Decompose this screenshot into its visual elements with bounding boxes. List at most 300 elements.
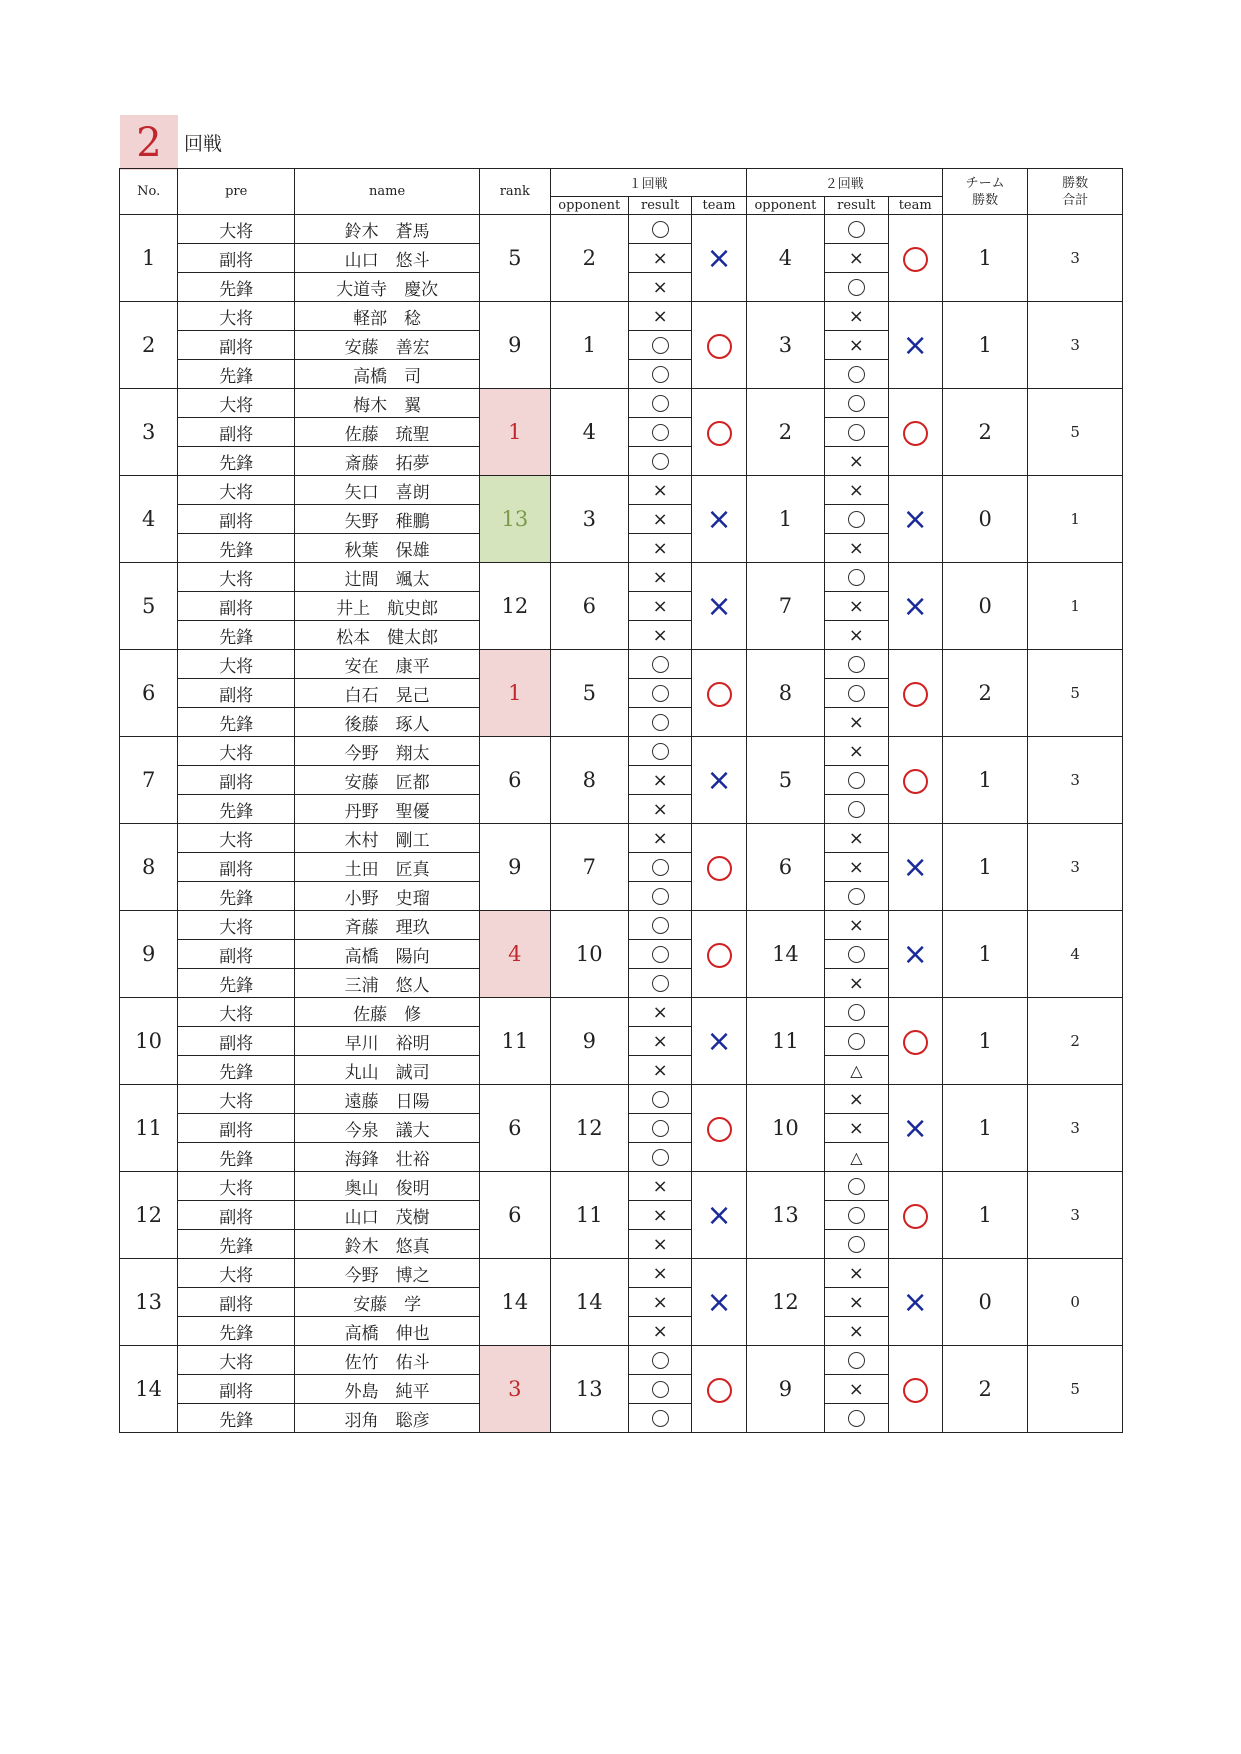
player-name: 梅木 翼 xyxy=(295,389,480,418)
round2-opponent: 10 xyxy=(746,1085,824,1172)
team-wins: 1 xyxy=(942,1172,1028,1259)
round1-result xyxy=(628,215,691,244)
player-name: 大道寺 慶次 xyxy=(295,273,480,302)
round1-team-result: × xyxy=(692,215,746,302)
round2-team-result: × xyxy=(888,563,942,650)
win-mark-icon xyxy=(652,1120,669,1137)
win-mark-icon xyxy=(848,772,865,789)
win-mark-icon xyxy=(848,1410,865,1427)
win-mark-icon xyxy=(652,1410,669,1427)
team-number: 4 xyxy=(120,476,178,563)
round2-result xyxy=(825,534,888,563)
round1-result xyxy=(628,795,691,824)
round1-opponent: 13 xyxy=(550,1346,628,1433)
loss-mark-icon: × xyxy=(848,537,864,559)
draw-mark-icon: △ xyxy=(850,1147,863,1167)
loss-mark-icon: × xyxy=(652,1030,668,1052)
table-row xyxy=(120,563,1123,592)
round1-opponent: 7 xyxy=(550,824,628,911)
round1-result xyxy=(628,911,691,940)
round2-opponent: 13 xyxy=(746,1172,824,1259)
win-mark-icon xyxy=(848,366,865,383)
round1-result xyxy=(628,1375,691,1404)
round2-result xyxy=(825,505,888,534)
round1-result xyxy=(628,1346,691,1375)
position-label: 先鋒 xyxy=(178,1056,295,1085)
round1-team-result: × xyxy=(692,1259,746,1346)
position-label: 先鋒 xyxy=(178,273,295,302)
header-total-wins: 勝数 合計 xyxy=(1028,169,1123,215)
position-label: 大将 xyxy=(178,215,295,244)
player-name: 矢口 喜朗 xyxy=(295,476,480,505)
player-name: 斎藤 拓夢 xyxy=(295,447,480,476)
round1-result xyxy=(628,447,691,476)
loss-mark-icon: × xyxy=(848,1088,864,1110)
total-wins: 5 xyxy=(1028,1346,1123,1433)
round2-team-result: × xyxy=(888,476,942,563)
team-wins: 1 xyxy=(942,1085,1028,1172)
player-name: 軽部 稔 xyxy=(295,302,480,331)
team-number: 2 xyxy=(120,302,178,389)
loss-mark-icon: × xyxy=(848,479,864,501)
round1-result xyxy=(628,1027,691,1056)
rank-value: 9 xyxy=(480,824,550,911)
position-label: 副将 xyxy=(178,940,295,969)
player-name: 今野 翔太 xyxy=(295,737,480,766)
round2-result xyxy=(825,621,888,650)
team-wins: 2 xyxy=(942,1346,1028,1433)
loss-mark-icon: × xyxy=(652,1175,668,1197)
win-mark-icon xyxy=(652,424,669,441)
player-name: 外島 純平 xyxy=(295,1375,480,1404)
table-row xyxy=(120,302,1123,331)
round2-result xyxy=(825,1085,888,1114)
round1-result xyxy=(628,650,691,679)
win-mark-icon xyxy=(848,511,865,528)
position-label: 大将 xyxy=(178,998,295,1027)
round1-team-result: × xyxy=(692,563,746,650)
round2-team-result: × xyxy=(888,302,942,389)
round1-result xyxy=(628,1056,691,1085)
team-win-icon xyxy=(903,1030,928,1055)
round2-result xyxy=(825,1288,888,1317)
rank-value: 12 xyxy=(480,563,550,650)
total-wins: 3 xyxy=(1028,1172,1123,1259)
rank-value: 11 xyxy=(480,998,550,1085)
player-name: 早川 裕明 xyxy=(295,1027,480,1056)
position-label: 先鋒 xyxy=(178,360,295,389)
round1-opponent: 6 xyxy=(550,563,628,650)
round2-result xyxy=(825,1114,888,1143)
team-number: 11 xyxy=(120,1085,178,1172)
total-wins: 3 xyxy=(1028,1085,1123,1172)
rank-value: 4 xyxy=(480,911,550,998)
player-name: 小野 史瑠 xyxy=(295,882,480,911)
round2-team-result: × xyxy=(888,824,942,911)
loss-mark-icon: × xyxy=(652,798,668,820)
team-number: 5 xyxy=(120,563,178,650)
loss-mark-icon: × xyxy=(848,914,864,936)
header-rank: rank xyxy=(480,169,550,215)
position-label: 先鋒 xyxy=(178,534,295,563)
round1-result xyxy=(628,1172,691,1201)
round2-result xyxy=(825,1375,888,1404)
round2-opponent: 9 xyxy=(746,1346,824,1433)
win-mark-icon xyxy=(652,685,669,702)
rank-value: 1 xyxy=(480,389,550,476)
loss-mark-icon: × xyxy=(652,1233,668,1255)
win-mark-icon xyxy=(652,1091,669,1108)
loss-mark-icon: × xyxy=(848,856,864,878)
total-wins: 2 xyxy=(1028,998,1123,1085)
round2-result xyxy=(825,215,888,244)
round2-result xyxy=(825,389,888,418)
team-number: 6 xyxy=(120,650,178,737)
player-name: 丹野 聖優 xyxy=(295,795,480,824)
loss-mark-icon: × xyxy=(652,1001,668,1023)
round2-team-result xyxy=(888,215,942,302)
win-mark-icon xyxy=(652,859,669,876)
win-mark-icon xyxy=(848,569,865,586)
win-mark-icon xyxy=(652,888,669,905)
position-label: 大将 xyxy=(178,476,295,505)
win-mark-icon xyxy=(652,395,669,412)
round1-result xyxy=(628,621,691,650)
team-wins: 0 xyxy=(942,1259,1028,1346)
results-table xyxy=(119,168,1123,1433)
team-win-icon xyxy=(903,247,928,272)
header-round2: ２回戦 xyxy=(746,169,942,197)
player-name: 安藤 匠都 xyxy=(295,766,480,795)
round1-result xyxy=(628,1085,691,1114)
rank-value: 5 xyxy=(480,215,550,302)
round1-result xyxy=(628,331,691,360)
position-label: 大将 xyxy=(178,1085,295,1114)
position-label: 先鋒 xyxy=(178,795,295,824)
round2-opponent: 8 xyxy=(746,650,824,737)
team-number: 12 xyxy=(120,1172,178,1259)
win-mark-icon xyxy=(652,946,669,963)
total-wins: 3 xyxy=(1028,737,1123,824)
win-mark-icon xyxy=(848,1178,865,1195)
total-wins: 5 xyxy=(1028,389,1123,476)
round2-result xyxy=(825,650,888,679)
position-label: 大将 xyxy=(178,650,295,679)
position-label: 大将 xyxy=(178,389,295,418)
round2-team-result: × xyxy=(888,1259,942,1346)
round1-result xyxy=(628,302,691,331)
table-row xyxy=(120,911,1123,940)
round1-opponent: 10 xyxy=(550,911,628,998)
loss-mark-icon: × xyxy=(652,1204,668,1226)
player-name: 安藤 善宏 xyxy=(295,331,480,360)
round1-result xyxy=(628,389,691,418)
loss-mark-icon: × xyxy=(652,1291,668,1313)
round1-team-result: × xyxy=(692,476,746,563)
loss-mark-icon: × xyxy=(848,624,864,646)
table-row xyxy=(120,824,1123,853)
win-mark-icon xyxy=(848,279,865,296)
round2-result xyxy=(825,244,888,273)
loss-mark-icon: × xyxy=(652,276,668,298)
round2-opponent: 1 xyxy=(746,476,824,563)
total-wins: 5 xyxy=(1028,650,1123,737)
round2-result xyxy=(825,1056,888,1085)
position-label: 大将 xyxy=(178,563,295,592)
round1-result xyxy=(628,882,691,911)
player-name: 奥山 俊明 xyxy=(295,1172,480,1201)
round1-team-result xyxy=(692,1085,746,1172)
loss-mark-icon: × xyxy=(848,1378,864,1400)
team-win-icon xyxy=(707,682,732,707)
total-wins: 4 xyxy=(1028,911,1123,998)
player-name: 安在 康平 xyxy=(295,650,480,679)
loss-mark-icon: × xyxy=(848,1117,864,1139)
win-mark-icon xyxy=(652,1149,669,1166)
win-mark-icon xyxy=(848,424,865,441)
rank-value: 3 xyxy=(480,1346,550,1433)
player-name: 鈴木 悠真 xyxy=(295,1230,480,1259)
header-r2-team: team xyxy=(888,197,942,215)
player-name: 佐藤 修 xyxy=(295,998,480,1027)
total-wins: 3 xyxy=(1028,824,1123,911)
round1-result xyxy=(628,940,691,969)
win-mark-icon xyxy=(652,366,669,383)
position-label: 先鋒 xyxy=(178,882,295,911)
position-label: 大将 xyxy=(178,1346,295,1375)
round2-result xyxy=(825,940,888,969)
team-number: 14 xyxy=(120,1346,178,1433)
loss-mark-icon: × xyxy=(652,827,668,849)
round2-result xyxy=(825,795,888,824)
team-wins: 1 xyxy=(942,302,1028,389)
round1-team-result xyxy=(692,911,746,998)
round2-result xyxy=(825,911,888,940)
table-row xyxy=(120,476,1123,505)
player-name: 井上 航史郎 xyxy=(295,592,480,621)
round2-opponent: 3 xyxy=(746,302,824,389)
round2-opponent: 11 xyxy=(746,998,824,1085)
round2-opponent: 12 xyxy=(746,1259,824,1346)
round1-opponent: 3 xyxy=(550,476,628,563)
loss-mark-icon: × xyxy=(652,624,668,646)
position-label: 副将 xyxy=(178,244,295,273)
position-label: 大将 xyxy=(178,911,295,940)
round1-result xyxy=(628,1143,691,1172)
round1-result xyxy=(628,737,691,766)
round2-result xyxy=(825,476,888,505)
loss-mark-icon: × xyxy=(652,537,668,559)
round2-result xyxy=(825,1172,888,1201)
round2-result xyxy=(825,447,888,476)
team-win-icon xyxy=(707,334,732,359)
total-wins: 0 xyxy=(1028,1259,1123,1346)
player-name: 高橋 司 xyxy=(295,360,480,389)
round2-team-result xyxy=(888,389,942,476)
position-label: 先鋒 xyxy=(178,969,295,998)
round1-result xyxy=(628,360,691,389)
loss-mark-icon: × xyxy=(848,450,864,472)
loss-mark-icon: × xyxy=(652,566,668,588)
round1-result xyxy=(628,244,691,273)
win-mark-icon xyxy=(652,714,669,731)
position-label: 副将 xyxy=(178,418,295,447)
round1-result xyxy=(628,1404,691,1433)
table-row xyxy=(120,650,1123,679)
round2-result xyxy=(825,969,888,998)
position-label: 先鋒 xyxy=(178,447,295,476)
win-mark-icon xyxy=(848,1207,865,1224)
round2-opponent: 4 xyxy=(746,215,824,302)
round2-result xyxy=(825,998,888,1027)
win-mark-icon xyxy=(652,1381,669,1398)
player-name: 羽角 聡彦 xyxy=(295,1404,480,1433)
position-label: 副将 xyxy=(178,1375,295,1404)
player-name: 秋葉 保雄 xyxy=(295,534,480,563)
win-mark-icon xyxy=(848,395,865,412)
win-mark-icon xyxy=(652,917,669,934)
round2-team-result xyxy=(888,650,942,737)
round2-result xyxy=(825,331,888,360)
round2-result xyxy=(825,418,888,447)
round2-result xyxy=(825,1201,888,1230)
win-mark-icon xyxy=(652,975,669,992)
position-label: 副将 xyxy=(178,1201,295,1230)
round1-result xyxy=(628,1259,691,1288)
round1-result xyxy=(628,824,691,853)
loss-mark-icon: × xyxy=(848,972,864,994)
total-wins: 3 xyxy=(1028,302,1123,389)
team-wins: 1 xyxy=(942,911,1028,998)
round1-result xyxy=(628,998,691,1027)
round1-opponent: 11 xyxy=(550,1172,628,1259)
round-label: 回戦 xyxy=(184,133,223,155)
round1-result xyxy=(628,766,691,795)
win-mark-icon xyxy=(848,1352,865,1369)
header-r1-result: result xyxy=(628,197,691,215)
round2-result xyxy=(825,1404,888,1433)
loss-mark-icon: × xyxy=(652,769,668,791)
round1-result xyxy=(628,969,691,998)
player-name: 安藤 学 xyxy=(295,1288,480,1317)
round2-team-result xyxy=(888,737,942,824)
loss-mark-icon: × xyxy=(848,1262,864,1284)
header-pre: pre xyxy=(178,169,295,215)
player-name: 今泉 議大 xyxy=(295,1114,480,1143)
round1-team-result: × xyxy=(692,1172,746,1259)
round-number: 2 xyxy=(120,115,178,170)
round2-result xyxy=(825,737,888,766)
round1-result xyxy=(628,1230,691,1259)
position-label: 大将 xyxy=(178,1259,295,1288)
win-mark-icon xyxy=(848,801,865,818)
total-wins: 1 xyxy=(1028,563,1123,650)
position-label: 先鋒 xyxy=(178,621,295,650)
header-r2-opponent: opponent xyxy=(746,197,824,215)
win-mark-icon xyxy=(848,221,865,238)
team-wins: 0 xyxy=(942,563,1028,650)
loss-mark-icon: × xyxy=(848,711,864,733)
round1-team-result xyxy=(692,824,746,911)
player-name: 佐藤 琉聖 xyxy=(295,418,480,447)
position-label: 大将 xyxy=(178,1172,295,1201)
loss-mark-icon: × xyxy=(652,1059,668,1081)
round1-opponent: 5 xyxy=(550,650,628,737)
player-name: 遠藤 日陽 xyxy=(295,1085,480,1114)
team-number: 1 xyxy=(120,215,178,302)
round-heading xyxy=(120,115,222,170)
round2-result xyxy=(825,1259,888,1288)
team-number: 3 xyxy=(120,389,178,476)
team-number: 10 xyxy=(120,998,178,1085)
team-wins: 1 xyxy=(942,998,1028,1085)
round1-team-result: × xyxy=(692,998,746,1085)
team-win-icon xyxy=(707,856,732,881)
player-name: 三浦 悠人 xyxy=(295,969,480,998)
player-name: 斉藤 理玖 xyxy=(295,911,480,940)
round1-result xyxy=(628,679,691,708)
player-name: 鈴木 蒼馬 xyxy=(295,215,480,244)
round2-result xyxy=(825,302,888,331)
total-wins: 1 xyxy=(1028,476,1123,563)
loss-mark-icon: × xyxy=(848,740,864,762)
player-name: 後藤 琢人 xyxy=(295,708,480,737)
loss-mark-icon: × xyxy=(652,1262,668,1284)
team-win-icon xyxy=(707,1117,732,1142)
round2-result xyxy=(825,679,888,708)
round2-result xyxy=(825,592,888,621)
round2-team-result: × xyxy=(888,1085,942,1172)
round2-opponent: 6 xyxy=(746,824,824,911)
table-row xyxy=(120,1346,1123,1375)
round1-opponent: 9 xyxy=(550,998,628,1085)
player-name: 今野 博之 xyxy=(295,1259,480,1288)
header-r2-result: result xyxy=(825,197,888,215)
player-name: 辻間 颯太 xyxy=(295,563,480,592)
position-label: 先鋒 xyxy=(178,1143,295,1172)
position-label: 大将 xyxy=(178,824,295,853)
round1-result xyxy=(628,273,691,302)
round1-result xyxy=(628,708,691,737)
position-label: 副将 xyxy=(178,1114,295,1143)
team-win-icon xyxy=(707,1378,732,1403)
loss-mark-icon: × xyxy=(848,1320,864,1342)
player-name: 海鋒 壮裕 xyxy=(295,1143,480,1172)
win-mark-icon xyxy=(848,946,865,963)
round2-opponent: 14 xyxy=(746,911,824,998)
position-label: 副将 xyxy=(178,1288,295,1317)
round2-result xyxy=(825,882,888,911)
round2-team-result xyxy=(888,1172,942,1259)
player-name: 土田 匠真 xyxy=(295,853,480,882)
table-row xyxy=(120,389,1123,418)
total-wins: 3 xyxy=(1028,215,1123,302)
round1-opponent: 4 xyxy=(550,389,628,476)
player-name: 山口 悠斗 xyxy=(295,244,480,273)
round1-result xyxy=(628,476,691,505)
round1-opponent: 14 xyxy=(550,1259,628,1346)
team-win-icon xyxy=(903,769,928,794)
round2-opponent: 7 xyxy=(746,563,824,650)
table-row xyxy=(120,215,1123,244)
loss-mark-icon: × xyxy=(652,247,668,269)
header-round1: １回戦 xyxy=(550,169,746,197)
win-mark-icon xyxy=(652,656,669,673)
table-row xyxy=(120,998,1123,1027)
player-name: 矢野 稚鵬 xyxy=(295,505,480,534)
team-win-icon xyxy=(903,1378,928,1403)
round2-team-result: × xyxy=(888,911,942,998)
